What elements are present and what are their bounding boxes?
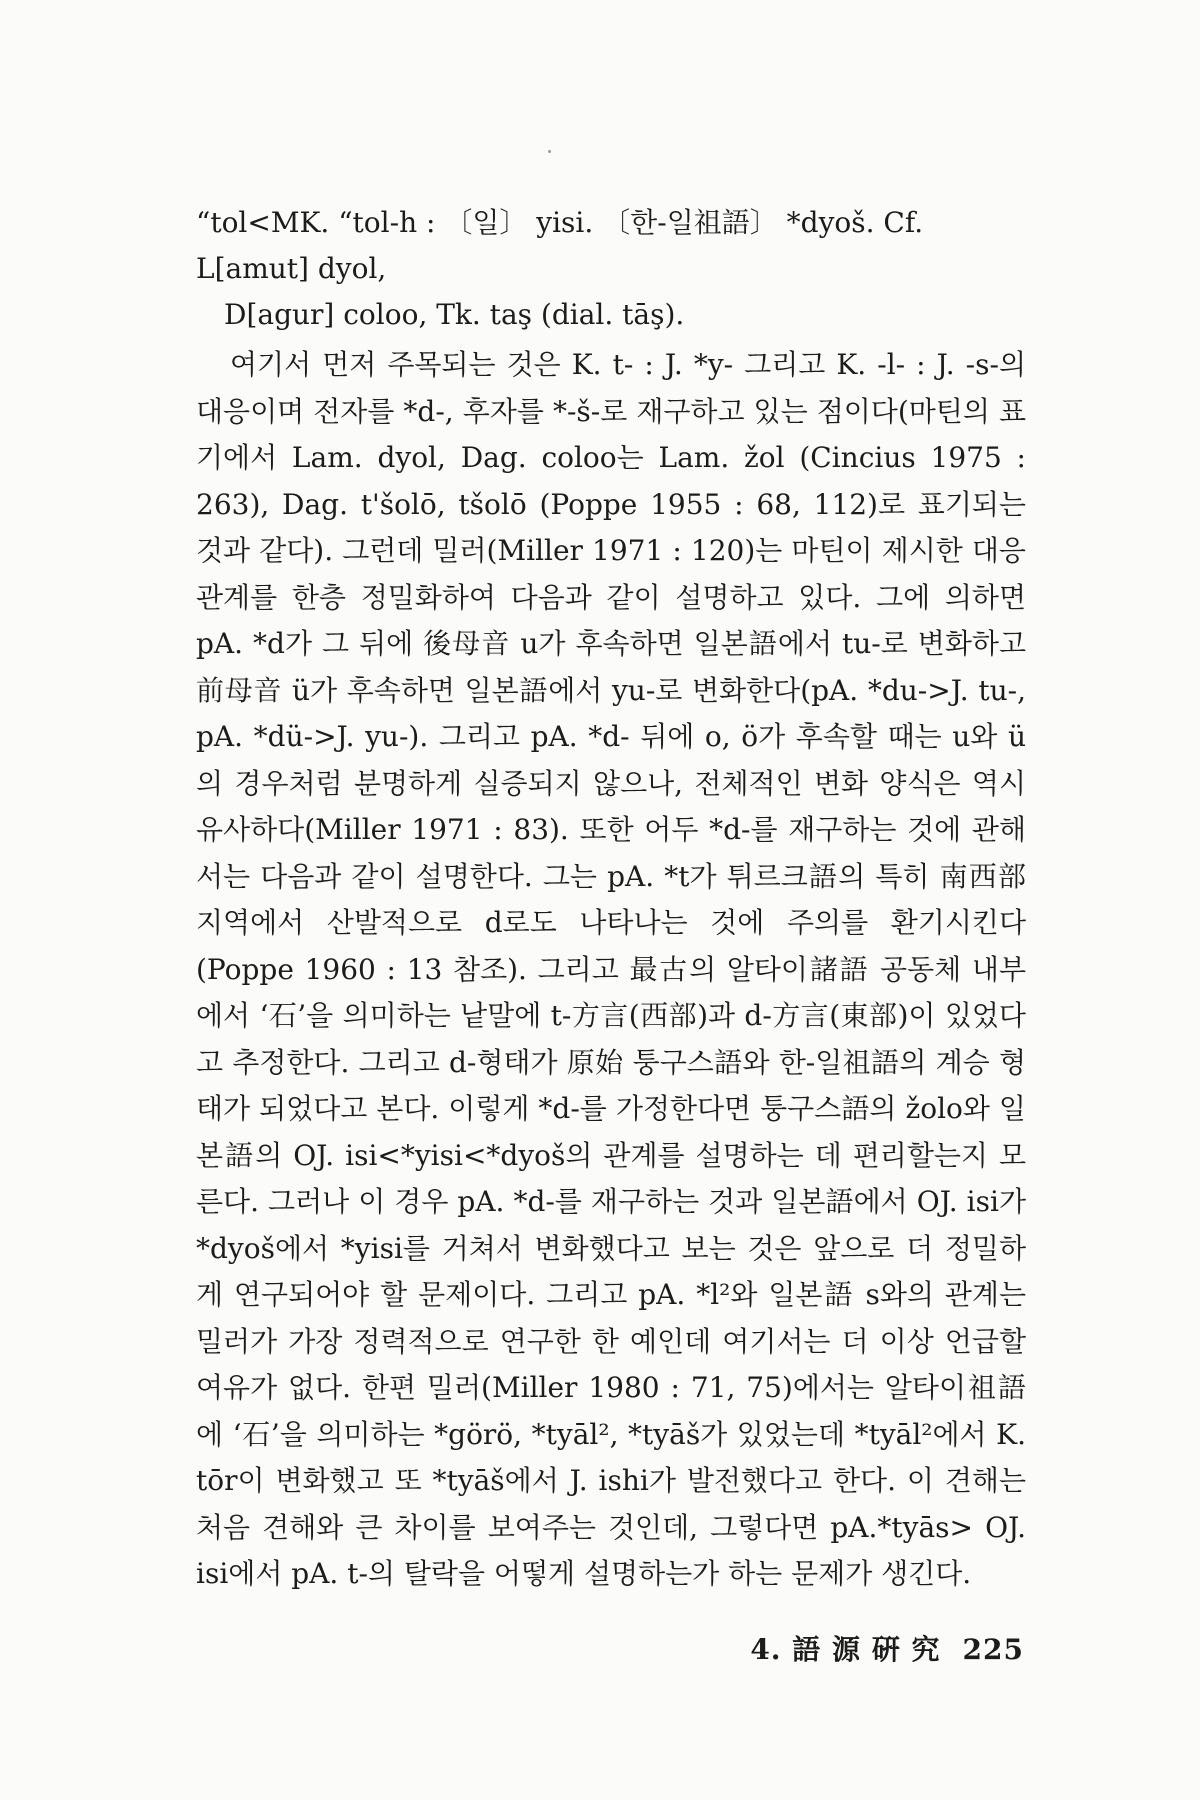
etymology-entry	[196, 200, 1026, 338]
section-title: 4. 語 源 硏 究	[750, 1633, 941, 1666]
running-footer	[750, 1628, 1024, 1668]
etymology-entry-line-2: D[agur] coloo, Tk. taş (dial. tāş).	[224, 298, 685, 331]
page-number: 225	[962, 1633, 1024, 1666]
body-text	[196, 342, 1026, 1598]
page-speck	[548, 150, 551, 153]
body-paragraph: 여기서 먼저 주목되는 것은 K. t- : J. *y- 그리고 K. -l- : J. -s-의 대응이며 전자를 *d-, 후자를 *-š-로 재구하고 있는 점이다(마틴의 표기에서 Lam. dyol, Dag. coloo는 Lam. žol (Cincius 1975 : 263), Dag. t'šolō, tšolō (Poppe 1955 : 68, 112)로 표기되는 것과 같다). 그런데 밀러(Miller 1971 : 120)는 마틴이 제시한 대응관계를 한층 정밀화하여 다음과 같이 설명하고 있다. 그에 의하면 pA. *d가 그 뒤에 後母音 u가 후속하면 일본語에서 tu-로 변화하고 前母音 ü가 후속하면 일본語에서 yu-로 변화한다(pA. *du->J. tu-, pA. *dü->J. yu-). 그리고 pA. *d- 뒤에 o, ö가 후속할 때는 u와 ü의 경우처럼 분명하게 실증되지 않으나, 전체적인 변화 양식은 역시 유사하다(Miller 1971 : 83). 또한 어두 *d-를 재구하는 것에 관해서는 다음과 같이 설명한다. 그는 pA. *t가 튀르크語의 특히 南西部 지역에서 산발적으로 d로도 나타나는 것에 주의를 환기시킨다(Poppe 1960 : 13 참조). 그리고 最古의 알타이諸語 공동체 내부에서 ‘石’을 의미하는 낱말에 t-方言(西部)과 d-方言(東部)이 있었다고 추정한다. 그리고 d-형태가 原始 퉁구스語와 한-일祖語의 계승 형태가 되었다고 본다. 이렇게 *d-를 가정한다면 퉁구스語의 žolo와 일본語의 OJ. isi<*yisi<*dyoš의 관계를 설명하는 데 편리할는지 모른다. 그러나 이 경우 pA. *d-를 재구하는 것과 일본語에서 OJ. isi가 *dyoš에서 *yisi를 거쳐서 변화했다고 보는 것은 앞으로 더 정밀하게 연구되어야 할 문제이다. 그리고 pA. *l²와 일본語 s와의 관계는 밀러가 가장 정력적으로 연구한 한 예인데 여기서는 더 이상 언급할 여유가 없다. 한편 밀러(Miller 1980 : 71, 75)에서는 알타이祖語에 ‘石’을 의미하는 *görö, *tyāl², *tyāš가 있었는데 *tyāl²에서 K. tōr이 변화했고 또 *tyāš에서 J. ishi가 발전했다고 한다. 이 견해는 처음 견해와 큰 차이를 보여주는 것인데, 그렇다면 pA.*tyās> OJ. isi에서 pA. t-의 탈락을 어떻게 설명하는가 하는 문제가 생긴다.	[196, 348, 1026, 1590]
etymology-entry-line-1: “tol<MK. “tol-h : 〔일〕 yisi. 〔한-일祖語〕 *dyoš. Cf. L[amut] dyol,	[196, 206, 924, 285]
